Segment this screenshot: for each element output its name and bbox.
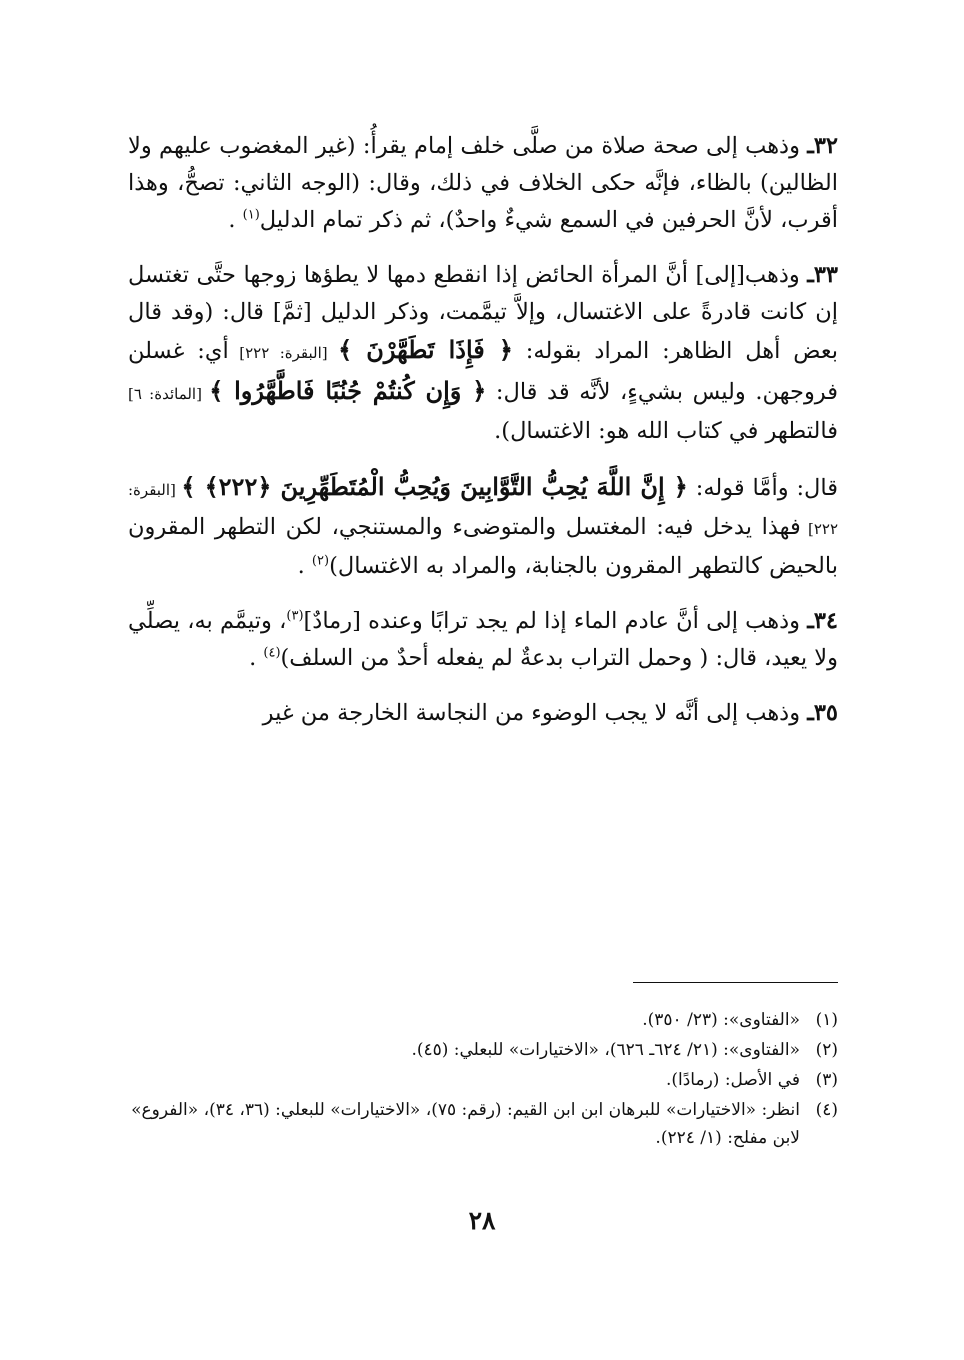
verse-reference: [المائدة: ٦] xyxy=(128,385,210,403)
paragraph-text-end: . xyxy=(297,553,312,579)
footnote-marker[interactable]: (٤) xyxy=(263,645,281,661)
paragraph-34 xyxy=(128,603,838,677)
footnotes xyxy=(128,1006,838,1154)
verse-reference: [البقرة: ٢٢٢] xyxy=(128,481,838,538)
footnote-marker[interactable]: (٢) xyxy=(311,553,330,569)
quran-verse: ﴿ وَإِن كُنتُمْ جُنُبًا فَاطَّهَّرُوا ﴾ xyxy=(209,376,487,405)
footnote-text: «الفتاوى»: (٢٣/ ٣٥٠). xyxy=(642,1010,800,1030)
paragraph-text: فهذا يدخل فيه: المغتسل والمتوضىء والمستنجي، لكن التطهر المقرون بالحيض كالتطهر المقرون بالجنابة، والمراد به الاغتسال) xyxy=(128,514,838,579)
footnote-number: (٢) xyxy=(815,1040,838,1060)
paragraph-text: قال: وأمَّا قوله: xyxy=(687,475,838,501)
paragraph-32 xyxy=(128,128,838,239)
footnote-text: انظر: «الاختيارات» للبرهان ابن ابن القيم: (رقم: ٧٥)، «الاختيارات» للبعلي: (٣٦، ٣٤)، «الفروع» لابن مفلح: (١/ ٢٢٤). xyxy=(131,1100,800,1148)
paragraph-35 xyxy=(128,695,838,732)
quran-verse: ﴿ فَإِذَا تَطَهَّرْنَ ﴾ xyxy=(338,335,513,364)
footnote-text: في الأصل: (رمادًا). xyxy=(665,1070,800,1090)
main-text xyxy=(128,128,838,750)
paragraph-33 xyxy=(128,257,838,450)
paragraph-text-end: . xyxy=(249,645,264,671)
footnote-marker[interactable]: (١) xyxy=(242,207,260,223)
paragraph-number: ٣٤ـ xyxy=(807,608,838,634)
footnote-divider xyxy=(633,982,838,983)
verse-reference: [البقرة: ٢٢٢] xyxy=(228,344,339,362)
quran-verse: ﴿ إِنَّ اللَّهَ يُحِبُّ التَّوَّابِينَ وَيُحِبُّ الْمُتَطَهِّرِينَ ﴿٢٢٢﴾ ﴾ xyxy=(181,472,688,501)
paragraph-number: ٣٣ـ xyxy=(807,262,838,288)
paragraph-quote xyxy=(128,468,838,585)
paragraph-number: ٣٢ـ xyxy=(807,133,838,159)
paragraph-text: فالتطهر في كتاب الله هو: الاغتسال). xyxy=(494,418,838,444)
paragraph-text: أي: غسلن فروجهن. وليس بشيءٍ، لأنَّه قد قال: xyxy=(128,338,838,405)
footnote-3 xyxy=(128,1066,838,1094)
paragraph-text: وذهب إلى أنَّ عادم الماء إذا لم يجد ترابًا وعنده [رمادٌ] xyxy=(303,608,808,634)
footnote-4 xyxy=(128,1096,838,1152)
footnote-text: «الفتاوى»: (٢١/ ٦٢٤ـ ٦٢٦)، «الاختيارات» للبعلي: (٤٥). xyxy=(411,1040,800,1060)
paragraph-number: ٣٥ـ xyxy=(807,700,838,726)
footnote-1 xyxy=(128,1006,838,1034)
footnote-number: (٤) xyxy=(815,1100,838,1120)
footnote-marker[interactable]: (٣) xyxy=(286,608,304,624)
paragraph-text: ، وتيمَّم به، يصلِّي ولا يعيد، قال: ( وحمل التراب بدعةٌ لم يفعله أحدٌ من السلف) xyxy=(128,608,838,671)
paragraph-text: وذهب إلى صحة صلاة من صلَّى خلف إمام يقرأُ: (غير المغضوب عليهم ولا الظالين) بالظاء، فإنَّه حكى الخلاف في ذلك، وقال: (الوجه الثاني: تصحُّ، وهذا أقرب، لأنَّ الحرفين في السمع شيءٌ واحدٌ)، ثم ذكر تمام الدليل xyxy=(128,133,838,233)
footnote-number: (١) xyxy=(815,1010,838,1030)
footnote-2 xyxy=(128,1036,838,1064)
paragraph-text: وذهب[إلى] أنَّ المرأة الحائض إذا انقطع دمها لا يطؤها زوجها حتَّى تغتسل إن كانت قادرةً على الاغتسال، وإلاَّ تيمَّمت، وذكر الدليل [ثمَّ] قال: (وقد قال بعض أهل الظاهر: المراد بقوله: xyxy=(128,262,838,364)
paragraph-text: وذهب إلى أنَّه لا يجب الوضوء من النجاسة الخارجة من غير xyxy=(262,700,808,726)
footnote-number: (٣) xyxy=(815,1070,838,1090)
paragraph-text-end: . xyxy=(228,207,243,233)
page-number: ٢٨ xyxy=(468,1206,496,1235)
